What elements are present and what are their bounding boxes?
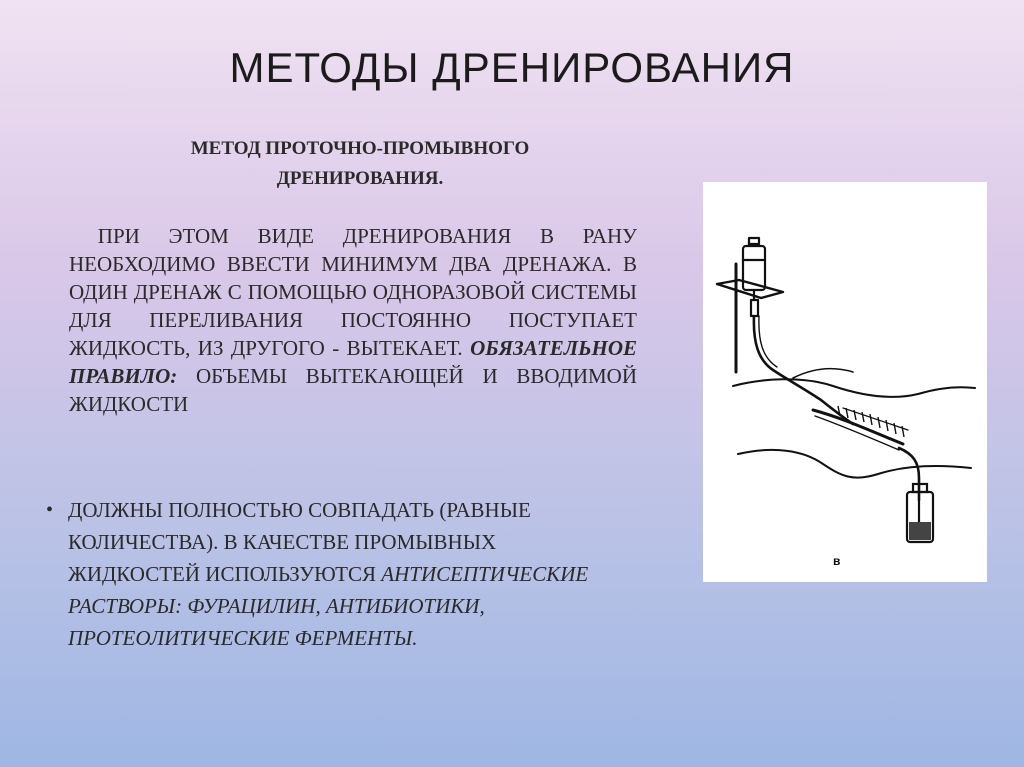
bullet-text-italic: АНТИСЕПТИЧЕСКИЕ РАСТВОРЫ: ФУРАЦИЛИН, АНТИБИОТИКИ, ПРОТЕОЛИТИЧЕСКИЕ ФЕРМЕНТЫ. [68, 562, 589, 650]
subtitle-line-2: ДРЕНИРОВАНИЯ. [276, 168, 444, 189]
slide-title: МЕТОДЫ ДРЕНИРОВАНИЯ [229, 44, 795, 91]
bullet-text [68, 494, 616, 654]
bullet-dot: • [46, 499, 54, 521]
subtitle-line-1: МЕТОД ПРОТОЧНО-ПРОМЫВНОГО [190, 138, 530, 159]
description-paragraph [69, 222, 637, 418]
bullet-item [46, 494, 616, 654]
paragraph-emphasis: ОБЯЗАТЕЛЬНОЕ ПРАВИЛО: [69, 336, 638, 388]
paragraph-text-1: ПРИ ЭТОМ ВИДЕ ДРЕНИРОВАНИЯ В РАНУ НЕОБХОДИМО ВВЕСТИ МИНИМУМ ДВА ДРЕНАЖА. В ОДИН ДРЕНАЖ С ПОМОЩЬЮ ОДНОРАЗОВОЙ СИСТЕМЫ ДЛЯ ПЕРЕЛИВАНИЯ ПОСТОЯННО ПОСТУПАЕТ ЖИДКОСТЬ, ИЗ ДРУГОГО - ВЫТЕКАЕТ. [69, 224, 637, 360]
bullet-text-regular: ДОЛЖНЫ ПОЛНОСТЬЮ СОВПАДАТЬ (РАВНЫЕ КОЛИЧЕСТВА). В КАЧЕСТВЕ ПРОМЫВНЫХ ЖИДКОСТЕЙ ИСПОЛЬЗУЮТСЯ [68, 498, 531, 586]
figure-label: в [833, 554, 841, 568]
paragraph-text-2: ОБЪЕМЫ ВЫТЕКАЮЩЕЙ И ВВОДИМОЙ ЖИДКОСТИ [69, 364, 637, 416]
drainage-diagram-drawing [703, 182, 987, 582]
slide-subtitle [80, 134, 640, 194]
drainage-illustration [703, 182, 987, 582]
